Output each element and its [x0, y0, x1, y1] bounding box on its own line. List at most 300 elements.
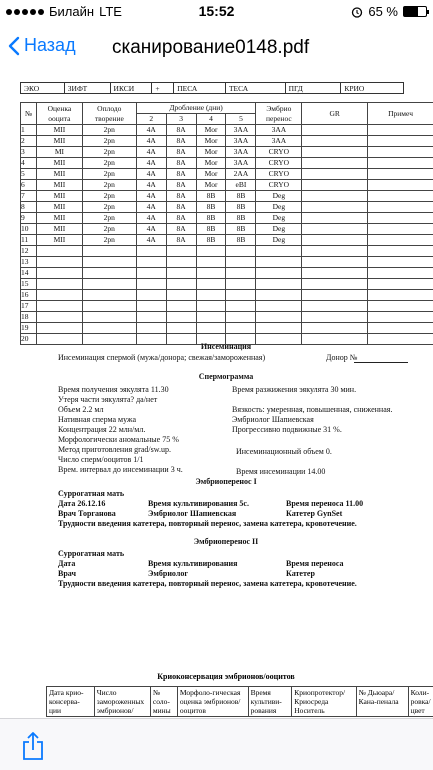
table-cell-d3: 8A: [166, 125, 196, 136]
table-row: [21, 191, 433, 202]
table-row: [21, 235, 433, 246]
table-cell-transfer: [256, 290, 302, 301]
header-transfer: Эмбрио перенос: [256, 103, 302, 125]
transfer1-doctor: Врач Торганова: [58, 509, 116, 518]
table-cell-transfer: 3AA: [256, 136, 302, 147]
table-cell-d3: 8A: [166, 224, 196, 235]
table-cell-fert: [82, 312, 136, 323]
transfer1-embryologist: Эмбриолог Шапиевская: [148, 509, 237, 518]
table-cell-d2: 4A: [136, 224, 166, 235]
table-row: [21, 323, 433, 334]
table-cell-n: 20: [21, 334, 37, 345]
table-cell-oocyte: [36, 246, 82, 257]
protocol-cell: ЗИФТ: [65, 83, 111, 93]
table-cell-gr: [302, 235, 368, 246]
transfer2-transfer-time: Время переноса: [286, 559, 344, 568]
table-cell-n: 1: [21, 125, 37, 136]
table-cell-d3: 8A: [166, 180, 196, 191]
table-cell-n: 10: [21, 224, 37, 235]
table-cell-n: 18: [21, 312, 37, 323]
battery-group: [351, 4, 427, 19]
table-cell-n: 4: [21, 158, 37, 169]
cryo-title: Криоконсервация эмбрионов/ооцитов: [157, 672, 295, 681]
insemination-volume: Инсеминационный объем 0.: [236, 447, 332, 456]
table-cell-n: 14: [21, 268, 37, 279]
transfer1-surrogate: Суррогатная мать: [58, 489, 125, 498]
network-type: LTE: [99, 4, 122, 19]
table-cell-oocyte: [36, 323, 82, 334]
table-cell-transfer: Deg: [256, 191, 302, 202]
table-cell-d3: [166, 279, 196, 290]
carrier-name: Билайн: [49, 4, 95, 19]
embryo-table: [20, 102, 433, 345]
table-cell-note: [368, 246, 433, 257]
table-cell-d4: Mor: [196, 158, 226, 169]
table-cell-note: [368, 213, 433, 224]
table-cell-note: [368, 180, 433, 191]
table-cell-note: [368, 235, 433, 246]
table-cell-gr: [302, 290, 368, 301]
table-cell-d4: Mor: [196, 125, 226, 136]
table-cell-d3: 8A: [166, 136, 196, 147]
table-cell-d2: 4A: [136, 191, 166, 202]
table-cell-n: 3: [21, 147, 37, 158]
table-cell-note: [368, 136, 433, 147]
table-cell-transfer: 3AA: [256, 125, 302, 136]
back-label: Назад: [24, 35, 76, 55]
table-cell-d2: 4A: [136, 125, 166, 136]
table-cell-transfer: Deg: [256, 202, 302, 213]
cryo-header: Дата крио-консерва-ции: [47, 687, 95, 717]
table-cell-note: [368, 224, 433, 235]
cryo-header: Криопротектор/ Криосреда Носитель: [292, 687, 356, 717]
cryo-header: Время культиви-рования: [248, 687, 292, 717]
table-cell-d3: 8A: [166, 169, 196, 180]
table-cell-gr: [302, 257, 368, 268]
table-cell-gr: [302, 147, 368, 158]
table-cell-gr: [302, 334, 368, 345]
cryo-header: Число замороженных эмбрионов/: [94, 687, 150, 717]
header-fertilization: Оплодо творение: [82, 103, 136, 125]
header-oocyte: Оценка ооцита: [36, 103, 82, 125]
table-cell-note: [368, 312, 433, 323]
alarm-icon: [351, 6, 363, 18]
table-cell-note: [368, 191, 433, 202]
table-row: [21, 246, 433, 257]
table-cell-d2: 4A: [136, 169, 166, 180]
native-sperm: Нативная сперма мужа: [58, 415, 137, 424]
table-cell-fert: [82, 301, 136, 312]
table-cell-d3: 8A: [166, 147, 196, 158]
table-cell-transfer: [256, 279, 302, 290]
table-cell-d5: [226, 301, 256, 312]
table-cell-d5: [226, 257, 256, 268]
table-cell-d3: [166, 290, 196, 301]
table-cell-gr: [302, 312, 368, 323]
table-cell-d5: 8B: [226, 213, 256, 224]
table-cell-fert: 2pn: [82, 235, 136, 246]
table-cell-fert: 2pn: [82, 213, 136, 224]
table-cell-d4: Mor: [196, 169, 226, 180]
table-cell-n: 2: [21, 136, 37, 147]
table-cell-note: [368, 279, 433, 290]
table-cell-d3: [166, 301, 196, 312]
table-cell-d5: [226, 246, 256, 257]
table-cell-n: 8: [21, 202, 37, 213]
table-cell-oocyte: MII: [36, 180, 82, 191]
cryo-header: Морфоло-гическая оценка эмбрионов/ооцитов: [177, 687, 248, 717]
table-cell-fert: 2pn: [82, 169, 136, 180]
table-cell-oocyte: [36, 312, 82, 323]
table-cell-n: 16: [21, 290, 37, 301]
table-cell-n: 17: [21, 301, 37, 312]
document-page-2: [6, 630, 431, 718]
table-cell-note: [368, 158, 433, 169]
table-cell-note: [368, 169, 433, 180]
table-cell-note: [368, 202, 433, 213]
spermogram-title: Спермограмма: [198, 372, 254, 381]
clock: 15:52: [198, 3, 235, 19]
table-cell-d2: [136, 290, 166, 301]
table-cell-note: [368, 268, 433, 279]
transfer1-difficulties: Трудности введения катетера, повторный перенос, замена катетера, кровотечение.: [58, 519, 357, 528]
table-cell-d5: 8B: [226, 224, 256, 235]
table-cell-n: 11: [21, 235, 37, 246]
transfer2-difficulties: Трудности введения катетера, повторный перенос, замена катетера, кровотечение.: [58, 579, 357, 588]
table-row: [21, 290, 433, 301]
document-page: [6, 70, 428, 618]
table-cell-n: 9: [21, 213, 37, 224]
table-cell-n: 19: [21, 323, 37, 334]
table-cell-transfer: [256, 246, 302, 257]
protocol-cell: +: [152, 83, 174, 93]
table-cell-oocyte: MII: [36, 235, 82, 246]
table-cell-gr: [302, 191, 368, 202]
table-cell-fert: 2pn: [82, 158, 136, 169]
table-cell-gr: [302, 301, 368, 312]
table-cell-d2: 4A: [136, 180, 166, 191]
table-cell-note: [368, 257, 433, 268]
bottom-toolbar: [0, 718, 433, 770]
table-cell-transfer: [256, 268, 302, 279]
table-row: [21, 268, 433, 279]
table-cell-d3: [166, 246, 196, 257]
cryo-header: Коли-ровка/ цвет: [408, 687, 433, 717]
battery-fill: [404, 7, 418, 16]
transfer1-catheter: Катетер GynSet: [286, 509, 343, 518]
table-cell-oocyte: [36, 301, 82, 312]
table-cell-oocyte: [36, 257, 82, 268]
table-cell-gr: [302, 202, 368, 213]
table-cell-n: 15: [21, 279, 37, 290]
table-cell-fert: 2pn: [82, 180, 136, 191]
table-cell-gr: [302, 125, 368, 136]
table-cell-d4: [196, 279, 226, 290]
table-cell-d5: 3AA: [226, 125, 256, 136]
table-cell-d5: eBI: [226, 180, 256, 191]
table-cell-fert: 2pn: [82, 125, 136, 136]
table-cell-oocyte: MII: [36, 202, 82, 213]
embryologist: Эмбриолог Шапиевская: [232, 415, 314, 424]
transfer1-culture-time: Время культивирования 5с.: [148, 499, 249, 508]
table-cell-d5: [226, 279, 256, 290]
table-cell-d5: 8B: [226, 235, 256, 246]
table-cell-note: [368, 290, 433, 301]
table-cell-d5: 3AA: [226, 147, 256, 158]
table-cell-oocyte: MII: [36, 136, 82, 147]
table-row: [21, 147, 433, 158]
table-cell-transfer: Deg: [256, 224, 302, 235]
table-cell-d4: [196, 246, 226, 257]
table-cell-note: [368, 323, 433, 334]
table-cell-d3: 8A: [166, 202, 196, 213]
transfer2-title: Эмбриоперенос II: [193, 537, 259, 546]
volume: Объем 2.2 мл: [58, 405, 104, 414]
table-cell-oocyte: MII: [36, 125, 82, 136]
table-cell-d2: [136, 301, 166, 312]
morphology: Морфологически аномальные 75 %: [58, 435, 179, 444]
header-day: 3: [166, 114, 196, 125]
table-cell-fert: [82, 257, 136, 268]
transfer2-culture-time: Время культивирования: [148, 559, 238, 568]
table-cell-fert: 2pn: [82, 202, 136, 213]
table-cell-oocyte: [36, 290, 82, 301]
table-cell-oocyte: [36, 334, 82, 345]
table-cell-d2: 4A: [136, 213, 166, 224]
table-row: [21, 301, 433, 312]
table-cell-d5: 3AA: [226, 136, 256, 147]
table-cell-d4: Mor: [196, 147, 226, 158]
table-cell-d3: [166, 268, 196, 279]
table-cell-d5: 8B: [226, 191, 256, 202]
chevron-left-icon: [8, 36, 20, 56]
table-cell-gr: [302, 224, 368, 235]
transfer2-embryologist: Эмбриолог: [148, 569, 188, 578]
progressive-motility: Прогрессивно подвижные 31 %.: [232, 425, 342, 434]
table-cell-d2: 4A: [136, 158, 166, 169]
transfer1-date: Дата 26.12.16: [58, 499, 106, 508]
table-cell-transfer: CRYO: [256, 147, 302, 158]
table-cell-d3: 8A: [166, 235, 196, 246]
table-cell-d5: [226, 323, 256, 334]
table-cell-d2: 4A: [136, 235, 166, 246]
table-row: [21, 224, 433, 235]
battery-icon: [403, 6, 427, 17]
table-row: [21, 136, 433, 147]
table-cell-oocyte: MII: [36, 169, 82, 180]
transfer1-transfer-time: Время переноса 11.00: [286, 499, 364, 508]
table-cell-d3: [166, 257, 196, 268]
header-day: 4: [196, 114, 226, 125]
table-cell-fert: [82, 290, 136, 301]
protocol-row: [20, 82, 404, 94]
table-cell-d4: [196, 268, 226, 279]
table-cell-gr: [302, 180, 368, 191]
battery-percent: 65 %: [368, 4, 398, 19]
table-cell-n: 6: [21, 180, 37, 191]
cryo-header: № соло-мины: [150, 687, 177, 717]
table-cell-d3: 8A: [166, 158, 196, 169]
table-cell-transfer: [256, 323, 302, 334]
table-row: [21, 279, 433, 290]
table-cell-fert: 2pn: [82, 224, 136, 235]
table-cell-d3: [166, 312, 196, 323]
share-icon[interactable]: [20, 731, 46, 761]
table-cell-d4: Mor: [196, 136, 226, 147]
header-note: Примеч: [368, 103, 433, 125]
table-row: [21, 213, 433, 224]
table-cell-transfer: CRYO: [256, 169, 302, 180]
table-cell-transfer: Deg: [256, 213, 302, 224]
table-row: [21, 202, 433, 213]
table-cell-transfer: [256, 312, 302, 323]
protocol-cell: ТЕСА: [226, 83, 286, 93]
table-cell-oocyte: MII: [36, 224, 82, 235]
table-cell-d4: [196, 290, 226, 301]
table-cell-d5: 3AA: [226, 158, 256, 169]
table-cell-n: 12: [21, 246, 37, 257]
table-cell-transfer: CRYO: [256, 158, 302, 169]
transfer2-catheter: Катетер: [286, 569, 315, 578]
table-cell-d2: [136, 257, 166, 268]
table-cell-d4: 8B: [196, 202, 226, 213]
table-cell-d4: 8B: [196, 235, 226, 246]
table-cell-fert: 2pn: [82, 191, 136, 202]
document-viewer[interactable]: [0, 70, 433, 718]
table-cell-d4: 8B: [196, 191, 226, 202]
table-cell-n: 13: [21, 257, 37, 268]
cryo-table: [46, 686, 433, 717]
table-cell-n: 7: [21, 191, 37, 202]
embryo-table-body: [21, 125, 433, 345]
table-cell-note: [368, 147, 433, 158]
table-cell-fert: 2pn: [82, 147, 136, 158]
table-cell-oocyte: MII: [36, 213, 82, 224]
preparation-method: Метод приготовления grad/sw.up.: [58, 445, 171, 454]
header-gr: GR: [302, 103, 368, 125]
table-cell-gr: [302, 279, 368, 290]
document-title: сканирование0148.pdf: [112, 37, 310, 58]
back-button[interactable]: [8, 35, 76, 56]
viscosity: Вязкость: умеренная, повышенная, сниженная.: [232, 405, 393, 414]
ejaculate-loss: Утеря части эякулята? да/нет: [58, 395, 158, 404]
table-cell-gr: [302, 268, 368, 279]
ejaculate-time: Время получения эякулята 11.30: [58, 385, 169, 394]
table-cell-n: 5: [21, 169, 37, 180]
table-cell-d5: [226, 312, 256, 323]
donor-underline: [354, 362, 408, 363]
table-cell-d5: 8B: [226, 202, 256, 213]
table-cell-gr: [302, 158, 368, 169]
table-cell-fert: [82, 334, 136, 345]
cryo-header: № Дьюара/ Кана-пеналa: [356, 687, 408, 717]
table-cell-fert: 2pn: [82, 136, 136, 147]
insemination-title: Инсеминация: [200, 342, 252, 351]
transfer2-surrogate: Суррогатная мать: [58, 549, 125, 558]
table-cell-d5: 2AA: [226, 169, 256, 180]
table-cell-fert: [82, 246, 136, 257]
table-cell-fert: [82, 268, 136, 279]
table-cell-d2: 4A: [136, 136, 166, 147]
navigation-bar: [0, 22, 433, 70]
transfer2-doctor: Врач: [58, 569, 76, 578]
table-cell-d2: [136, 312, 166, 323]
table-cell-oocyte: [36, 268, 82, 279]
header-day: 5: [226, 114, 256, 125]
table-cell-gr: [302, 323, 368, 334]
table-cell-gr: [302, 136, 368, 147]
table-cell-transfer: [256, 257, 302, 268]
status-bar: [0, 0, 433, 22]
table-row: [21, 257, 433, 268]
insemination-time: Время инсеминации 14.00: [236, 467, 326, 476]
table-row: [21, 169, 433, 180]
protocol-cell: ЭКО: [21, 83, 65, 93]
table-cell-d4: Mor: [196, 180, 226, 191]
table-cell-transfer: [256, 301, 302, 312]
table-cell-d4: [196, 257, 226, 268]
table-cell-d5: [226, 268, 256, 279]
table-cell-d2: 4A: [136, 147, 166, 158]
protocol-cell: КРИО: [344, 84, 365, 93]
table-cell-d2: 4A: [136, 202, 166, 213]
table-cell-fert: [82, 279, 136, 290]
table-cell-oocyte: [36, 279, 82, 290]
concentration: Концентрация 22 млн/мл.: [58, 425, 146, 434]
sperm-oocyte-ratio: Число сперм/ооцитов 1/1: [58, 455, 144, 464]
table-cell-d4: [196, 301, 226, 312]
table-cell-note: [368, 334, 433, 345]
table-row: [21, 158, 433, 169]
time-interval: Врем. интервал до инсеминации 3 ч.: [58, 465, 183, 474]
protocol-cell: ПГД: [286, 83, 342, 93]
header-day: 2: [136, 114, 166, 125]
table-cell-note: [368, 301, 433, 312]
table-cell-note: [368, 125, 433, 136]
table-cell-gr: [302, 246, 368, 257]
liquefaction-time: Время разжижения эякулята 30 мин.: [232, 385, 357, 394]
table-cell-oocyte: MI: [36, 147, 82, 158]
table-cell-oocyte: MII: [36, 191, 82, 202]
table-cell-gr: [302, 213, 368, 224]
table-cell-oocyte: MII: [36, 158, 82, 169]
protocol-cell: ИКСИ: [111, 83, 153, 93]
table-cell-d3: [166, 323, 196, 334]
table-row: [21, 125, 433, 136]
table-cell-d5: [226, 290, 256, 301]
table-cell-d4: [196, 312, 226, 323]
table-cell-d2: [136, 323, 166, 334]
table-cell-d4: 8B: [196, 224, 226, 235]
table-cell-d4: [196, 323, 226, 334]
table-cell-d4: 8B: [196, 213, 226, 224]
table-cell-d2: [136, 246, 166, 257]
insemination-line: Инсеминация спермой (мужа/донора; свежая/замороженная): [58, 353, 266, 362]
header-cleavage: Дробление (дни): [136, 103, 256, 114]
table-cell-d3: 8A: [166, 191, 196, 202]
table-cell-transfer: CRYO: [256, 180, 302, 191]
table-cell-gr: [302, 169, 368, 180]
table-cell-d2: [136, 268, 166, 279]
table-cell-fert: [82, 323, 136, 334]
header-num: №: [21, 103, 37, 125]
table-row: [21, 312, 433, 323]
table-row: [21, 180, 433, 191]
donor-number: Донор №: [326, 353, 358, 362]
table-cell-transfer: Deg: [256, 235, 302, 246]
protocol-cell: ПЕСА: [174, 83, 226, 93]
transfer1-title: Эмбриоперенос I: [195, 477, 257, 486]
